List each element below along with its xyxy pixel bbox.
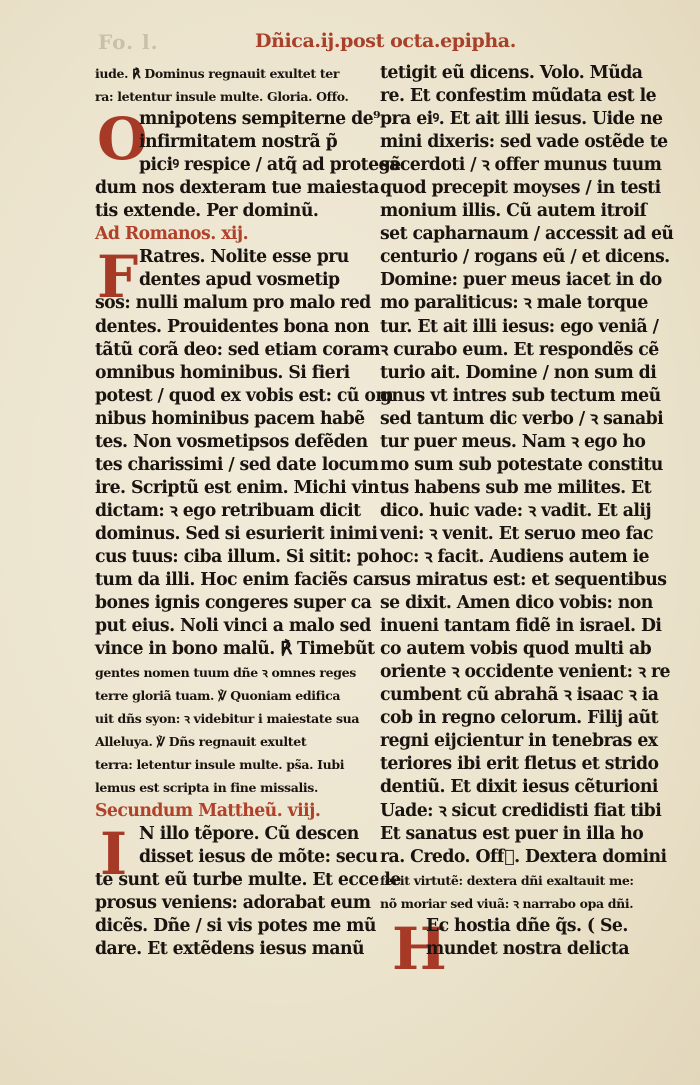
- left-column-line: prosus veniens: adorabat eum: [95, 892, 371, 913]
- left-column-line: piciꝰ respice / atq̃ ad protegẽ: [139, 155, 401, 176]
- right-column-line: re. Et confestim mũdata est le: [380, 86, 657, 107]
- right-column-line: nõ moriar sed viuã: ꝛ narrabo opa dñi.: [380, 895, 634, 911]
- right-column-line: Ec hostia dñe q̃s. ( Se.: [426, 915, 628, 936]
- right-column-line: co autem vobis quod multi ab: [380, 639, 652, 660]
- right-column-line: sed tantum dic verbo / ꝛ sanabi: [380, 408, 664, 429]
- right-column-line: mini dixeris: sed vade ostẽde te: [380, 132, 668, 153]
- right-column-line: turio ait. Domine / non sum di: [380, 362, 657, 383]
- running-head: Dñica.ij.post octa.epipha.: [255, 30, 516, 52]
- left-column-line: put eius. Noli vinci a malo sed: [95, 616, 371, 637]
- right-column-line: veni: ꝛ venit. Et seruo meo fac: [380, 523, 653, 544]
- left-column-line: nibus hominibus pacem habẽ: [95, 408, 365, 429]
- right-column-line: se dixit. Amen dico vobis: non: [380, 593, 653, 614]
- right-column-line: monium illis. Cũ autem itroiſ: [380, 201, 647, 222]
- right-column-line: tur. Et ait illi iesus: ego veniã /: [380, 316, 659, 337]
- initial-o: O: [97, 105, 148, 173]
- left-column-line: infirmitatem nostrã p̃: [139, 132, 338, 153]
- right-column: [380, 62, 674, 961]
- left-column-line: lemus est scripta in fine missalis.: [95, 780, 318, 796]
- right-column-line: tur puer meus. Nam ꝛ ego ho: [380, 431, 646, 452]
- left-column-line: terra: letentur insule multe. ps̃a. Iubi: [95, 757, 345, 773]
- left-column-line: Ratres. Nolite esse pru: [139, 247, 349, 268]
- left-column-line: tes. Non vosmetipsos defẽden: [95, 431, 368, 452]
- left-column-line: disset iesus de mõte: secu: [139, 846, 378, 867]
- right-column-line: oriente ꝛ occidente venient: ꝛ re: [380, 662, 670, 683]
- show-through-folio: Fo. l.: [98, 30, 159, 54]
- left-column-line: cus tuus: ciba illum. Si sitit: po: [95, 546, 380, 567]
- left-column-line: ire. Scriptũ est enim. Michi vin: [95, 477, 380, 498]
- left-column-line: dicẽs. Dñe / si vis potes me mũ: [95, 915, 376, 936]
- right-column-line: cob in regno celorum. Filij aũt: [380, 708, 659, 729]
- right-column-line: gnus vt intres sub tectum meũ: [380, 385, 661, 406]
- right-column-line: sus miratus est: et sequentibus: [380, 570, 667, 591]
- left-column-line: N illo tẽpore. Cũ descen: [139, 823, 359, 844]
- left-column-line: dum nos dexteram tue maiesta: [95, 178, 379, 199]
- right-column-line: teriores ibi erit fletus et strido: [380, 754, 659, 775]
- left-column-line: ra: letentur insule multe. Gloria. Offo.: [95, 89, 349, 105]
- initial-h: H: [392, 915, 447, 983]
- left-column-line: vince in bono malũ. ℟ Timebũt: [95, 639, 375, 660]
- right-column-line: hoc: ꝛ facit. Audiens autem ie: [380, 546, 649, 567]
- right-column-line: ꝛ curabo eum. Et respondẽs cẽ: [380, 339, 659, 360]
- right-column-line: mundet nostra delicta: [426, 938, 629, 959]
- left-column-line: bones ignis congeres super ca: [95, 593, 372, 614]
- left-column-line: gentes nomen tuum dñe ꝛ omnes reges: [95, 665, 356, 681]
- right-column-line: quod precepit moyses / in testi: [380, 178, 661, 199]
- left-column-line: te sunt eũ turbe multe. Et ecce le: [95, 869, 401, 890]
- left-column-line: omnibus hominibus. Si fieri: [95, 362, 350, 383]
- right-column-line: mo sum sub potestate constitu: [380, 454, 663, 475]
- right-column-line: Domine: puer meus iacet in do: [380, 270, 662, 291]
- right-column-line: dico. huic vade: ꝛ vadit. Et alij: [380, 500, 652, 521]
- left-column-line: sos: nulli malum pro malo red: [95, 293, 371, 314]
- right-column-line: tetigit eũ dicens. Volo. Mũda: [380, 63, 643, 83]
- right-column-line: mo paraliticus: ꝛ male torque: [380, 293, 648, 314]
- left-column-line: dentes apud vosmetip: [139, 270, 340, 291]
- right-column-line: dentiũ. Et dixit iesus cẽturioni: [380, 777, 658, 798]
- initial-i: I: [100, 820, 128, 888]
- right-column-line: ra. Credo. Offᷣ. Dextera domini: [380, 846, 667, 867]
- right-column-line: regni eijcientur in tenebras ex: [380, 731, 658, 752]
- right-column-line: sacerdoti / ꝛ offer munus tuum: [380, 155, 662, 176]
- left-column-line: dare. Et extẽdens iesus manũ: [95, 938, 365, 959]
- left-column-line: mnipotens sempiterne de⁹: [139, 109, 381, 130]
- right-column-line: tus habens sub me milites. Et: [380, 477, 652, 498]
- initial-f: F: [97, 243, 139, 311]
- left-column-line: tãtũ corã deo: sed etiam coram: [95, 339, 381, 360]
- left-column-line: potest / quod ex vobis est: cũ om: [95, 385, 394, 406]
- left-column-line: Alleluya. ℣ Dñs regnauit exultet: [95, 734, 307, 750]
- left-column-line: uit dñs syon: ꝛ videbitur i maiestate sua: [95, 711, 360, 727]
- left-column-line: tum da illi. Hoc enim faciẽs car: [95, 570, 382, 591]
- left-column-line: tis extende. Per dominũ.: [95, 201, 319, 222]
- left-column-line: Ad Romanos. xij.: [95, 224, 249, 245]
- right-column-line: set capharnaum / accessit ad eũ: [380, 224, 674, 245]
- left-column-line: Secundum Mattheũ. viij.: [95, 800, 321, 821]
- right-column-line: Uade: ꝛ sicut credidisti fiat tibi: [380, 800, 662, 821]
- left-column-line: dictam: ꝛ ego retribuam dicit: [95, 500, 361, 521]
- left-column-line: tes charissimi / sed date locum: [95, 454, 379, 475]
- left-column: [95, 62, 401, 961]
- right-column-line: pra eiꝰ. Et ait illi iesus. Uide ne: [380, 109, 663, 130]
- right-column-line: fecit virtutẽ: dextera dñi exaltauit me:: [380, 872, 634, 888]
- left-column-line: dentes. Prouidentes bona non: [95, 316, 370, 337]
- left-column-line: terre gloriã tuam. ℣ Quoniam edifica: [95, 688, 341, 704]
- right-column-line: centurio / rogans eũ / et dicens.: [380, 247, 670, 268]
- right-column-line: cumbent cũ abrahã ꝛ isaac ꝛ ia: [380, 685, 659, 706]
- left-column-line: dominus. Sed si esurierit inimi: [95, 523, 378, 544]
- right-column-line: inueni tantam fidẽ in israel. Di: [380, 616, 662, 637]
- right-column-line: Et sanatus est puer in illa ho: [380, 823, 644, 844]
- left-column-line: iude. ℟ Dominus regnauit exultet ter: [95, 66, 340, 81]
